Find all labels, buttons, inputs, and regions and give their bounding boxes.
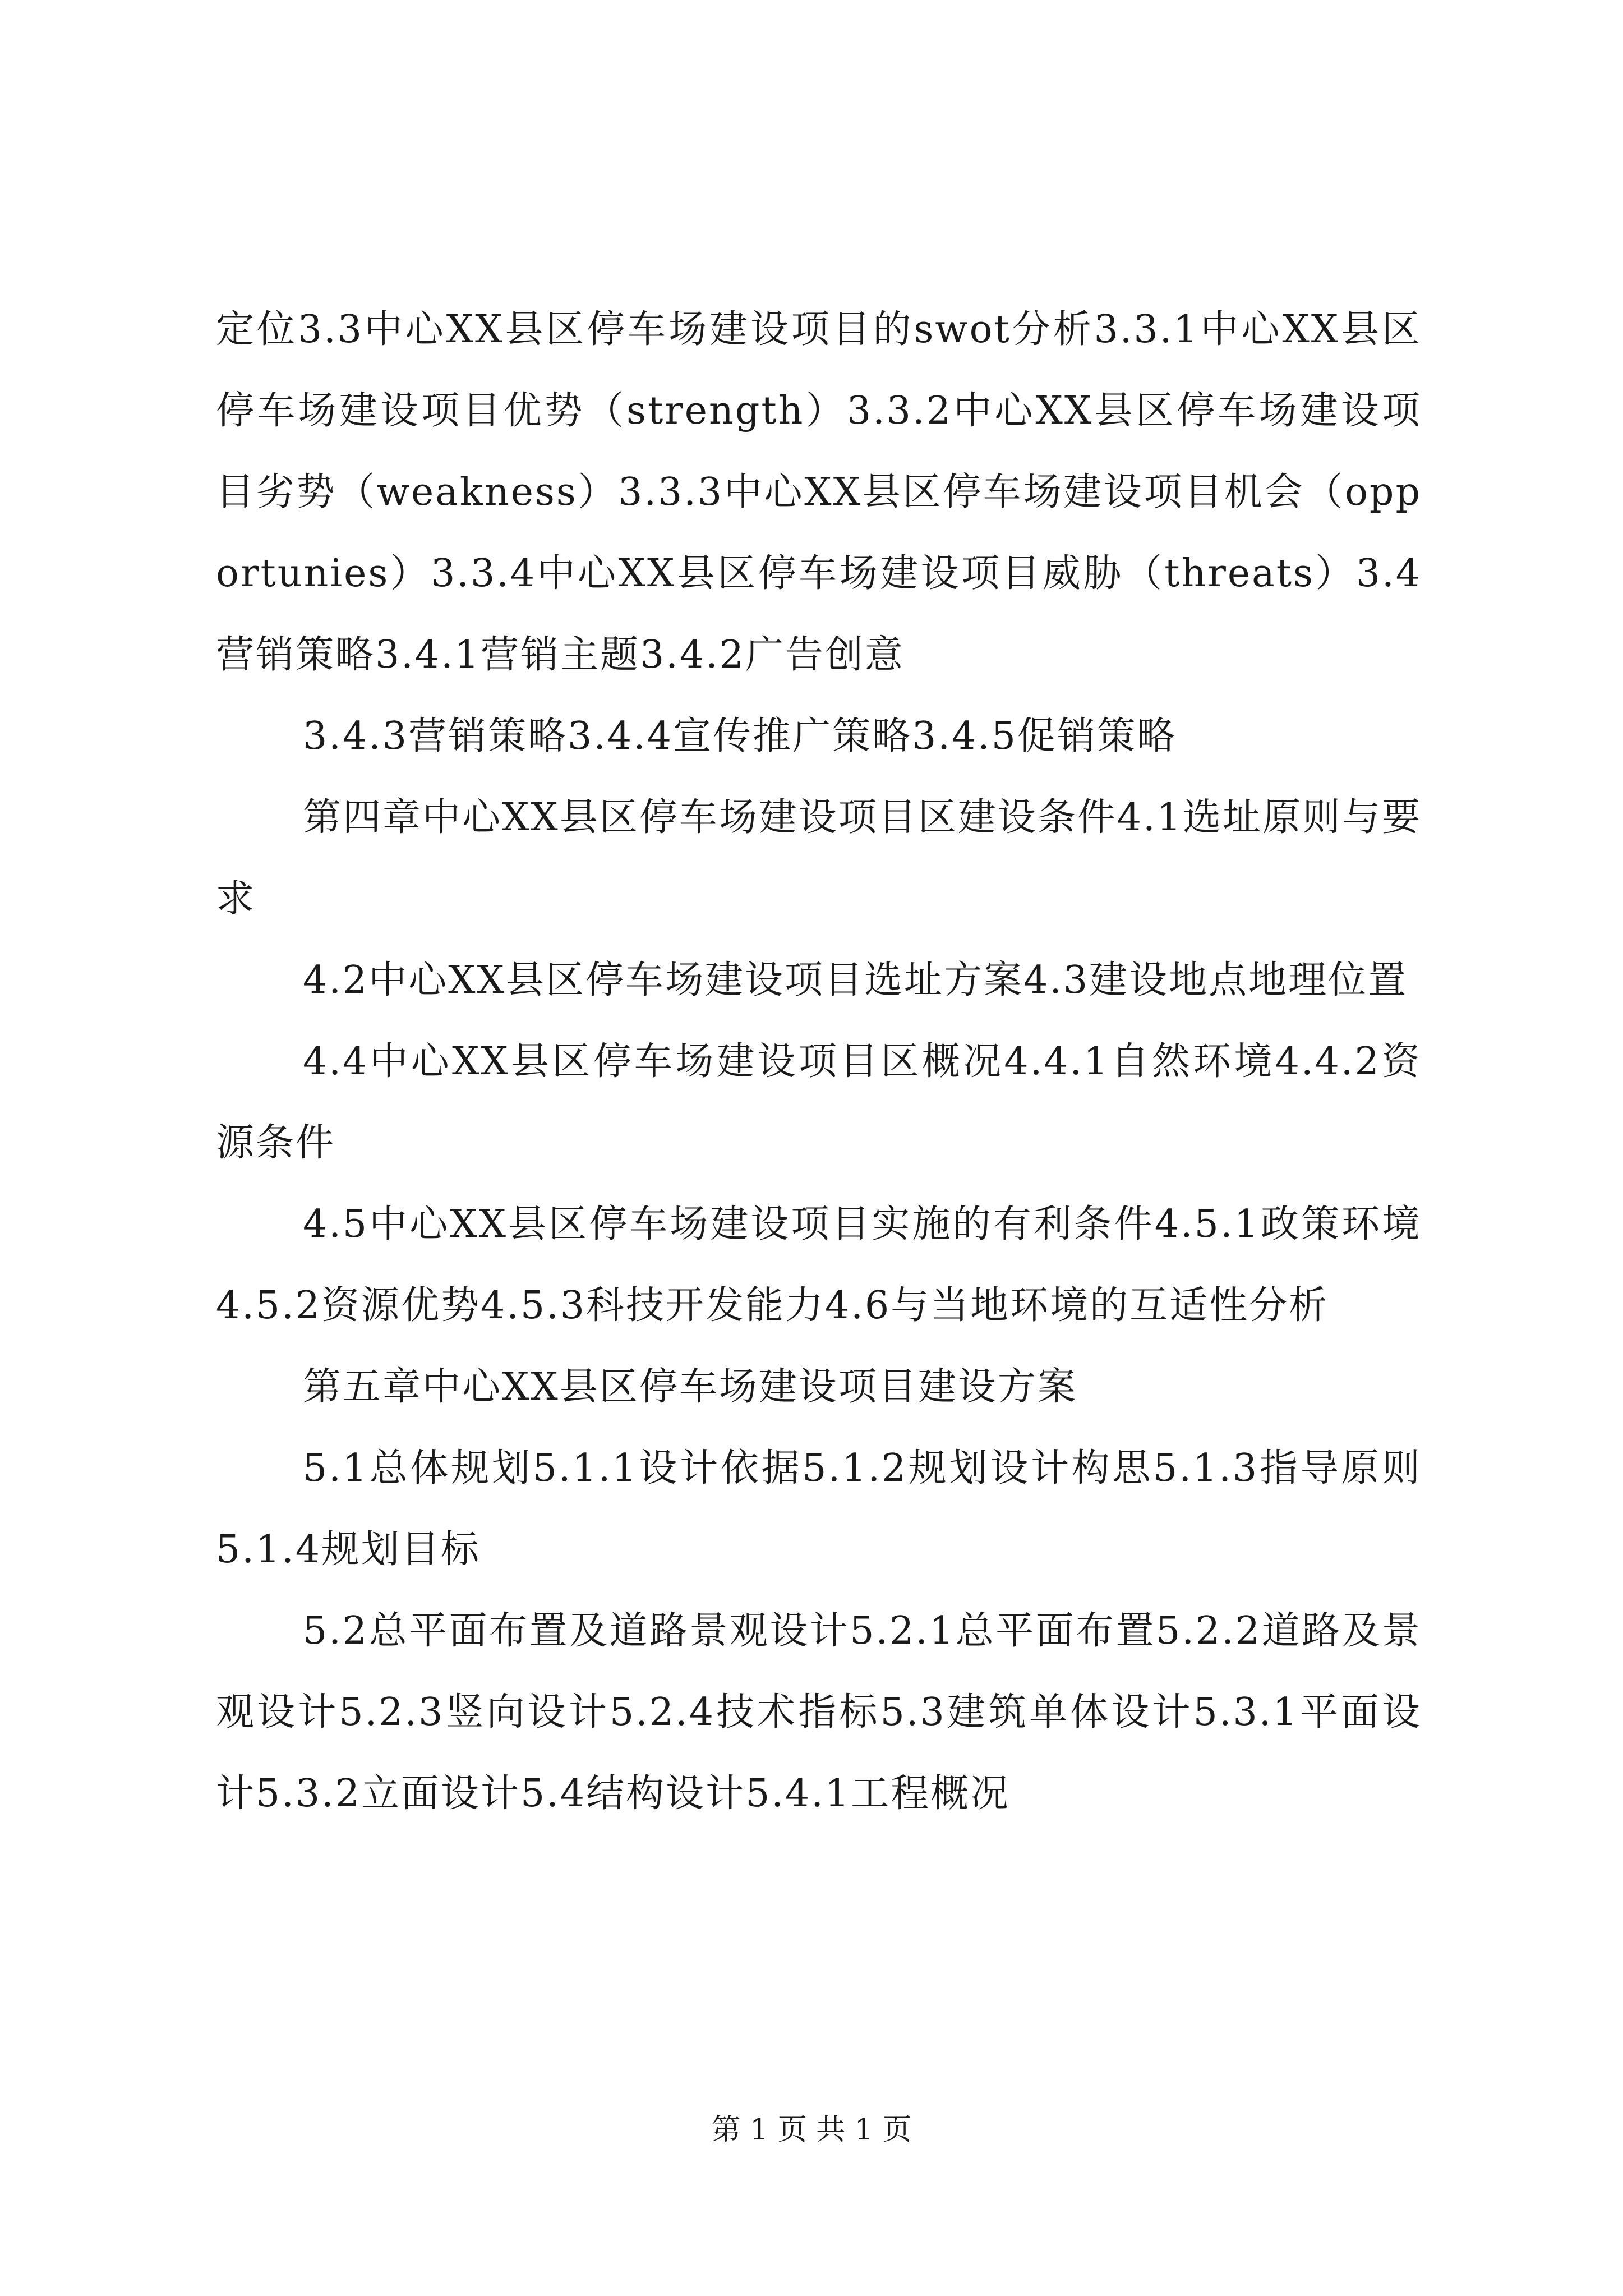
chapter-heading-paragraph: 第四章中心XX县区停车场建设项目区建设条件4.1选址原则与要求 bbox=[216, 795, 1422, 921]
document-body bbox=[216, 289, 1422, 1834]
paragraph: 5.2总平面布置及道路景观设计5.2.1总平面布置5.2.2道路及景观设计5.2.3竖向设计5.2.4技术指标5.3建筑单体设计5.3.1平面设计5.3.2立面设计5.4结构设计5.4.1工程概况 bbox=[216, 1609, 1422, 1816]
paragraph: 3.4.3营销策略3.4.4宣传推广策略3.4.5促销策略 bbox=[303, 714, 1177, 758]
paragraph: 4.5中心XX县区停车场建设项目实施的有利条件4.5.1政策环境4.5.2资源优势4.5.3科技开发能力4.6与当地环境的互适性分析 bbox=[216, 1202, 1422, 1328]
chapter-heading-paragraph: 第五章中心XX县区停车场建设项目建设方案 bbox=[303, 1365, 1077, 1409]
paragraph: 4.2中心XX县区停车场建设项目选址方案4.3建设地点地理位置 bbox=[303, 958, 1408, 1002]
page-footer bbox=[0, 2110, 1623, 2150]
paragraph-continuation: 定位3.3中心XX县区停车场建设项目的swot分析3.3.1中心XX县区停车场建设项目优势（strength）3.3.2中心XX县区停车场建设项目劣势（weakness）3.3.3中心XX县区停车场建设项目机会（opportunies）3.3.4中心XX县区停车场建设项目威胁（threats）3.4营销策略3.4.1营销主题3.4.2广告创意 bbox=[216, 307, 1422, 677]
paragraph: 4.4中心XX县区停车场建设项目区概况4.4.1自然环境4.4.2资源条件 bbox=[216, 1039, 1422, 1165]
paragraph: 5.1总体规划5.1.1设计依据5.1.2规划设计构思5.1.3指导原则5.1.4规划目标 bbox=[216, 1446, 1422, 1572]
page-number-label: 第 1 页 共 1 页 bbox=[711, 2113, 912, 2147]
